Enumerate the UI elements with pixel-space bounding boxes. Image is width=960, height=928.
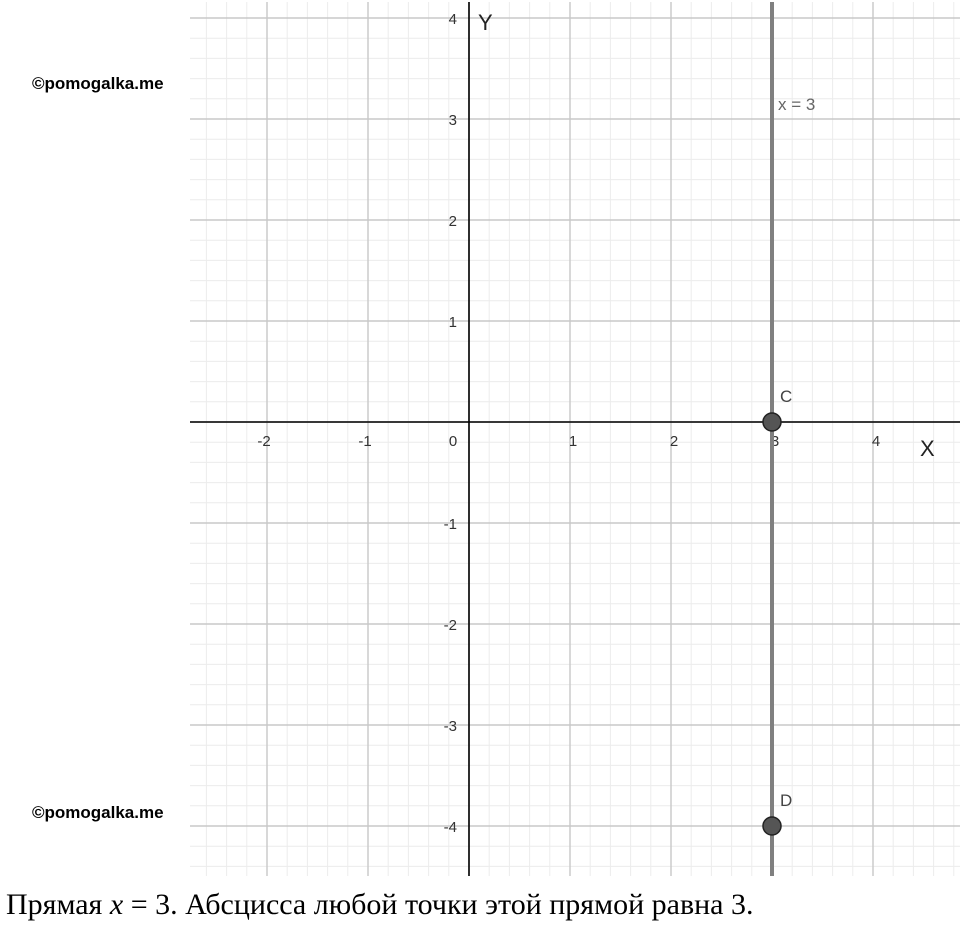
x-tick-label: 0: [448, 433, 458, 450]
x-tick-label: 4: [871, 433, 881, 450]
x-tick-label: 3: [770, 433, 780, 450]
y-tick-label: -4: [443, 819, 457, 836]
x-tick-label: -2: [257, 433, 271, 450]
x-tick-label: -1: [358, 433, 372, 450]
x-axis-label: X: [920, 436, 935, 461]
point-label-c: C: [780, 387, 793, 406]
y-tick-label: 2: [448, 213, 457, 230]
points: [763, 387, 792, 835]
caption-rest: . Абсцисса любой точки этой прямой равна 3.: [170, 888, 754, 921]
line-label: x = 3: [778, 95, 816, 114]
caption-equation-rest: = 3: [123, 888, 171, 921]
watermark-top: ©pomogalka.me: [32, 74, 164, 93]
tick-labels: [257, 11, 880, 836]
point-d: [763, 817, 781, 835]
y-tick-label: 3: [448, 112, 457, 129]
y-tick-label: -2: [443, 617, 457, 634]
caption-prefix: Прямая: [6, 888, 110, 921]
y-tick-label: -1: [443, 516, 457, 533]
y-tick-label: -3: [443, 718, 457, 735]
caption-variable: x: [109, 888, 124, 921]
watermark-bottom: ©pomogalka.me: [32, 803, 164, 822]
y-axis-label: Y: [478, 10, 493, 35]
point-c: [763, 413, 781, 431]
caption: [6, 888, 754, 922]
y-tick-label: 4: [448, 11, 457, 28]
y-tick-label: 1: [448, 314, 457, 331]
point-label-d: D: [780, 791, 793, 810]
x-tick-label: 2: [669, 433, 679, 450]
x-tick-label: 1: [568, 433, 578, 450]
